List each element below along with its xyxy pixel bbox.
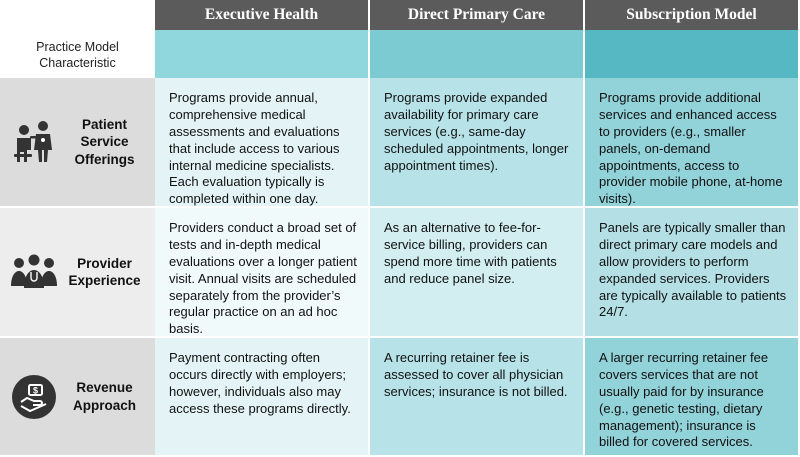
column-header-direct-primary-care: Direct Primary Care bbox=[370, 0, 585, 30]
cell-subscription-model-provider-experience: Panels are typically smaller than direct primary care models and allow providers to perform expanded services. Providers are typically available to patients 24/7. bbox=[585, 208, 800, 338]
cell-subscription-model-revenue-approach: A larger recurring retainer fee covers services that are not usually paid for by insurance (e.g., genetic testing, dietary management); insurance is billed for covered services. bbox=[585, 338, 800, 457]
corner-cell bbox=[0, 0, 155, 30]
medical-team-icon bbox=[8, 246, 60, 298]
row-title: Patient Service Offerings bbox=[74, 117, 135, 167]
color-band-subscription-model bbox=[585, 30, 800, 78]
cell-executive-health-patient-service: Programs provide annual, comprehensive medical assessments and evaluations that include access to various internal medicine specialists. Each evaluation typically is completed within one day. bbox=[155, 78, 370, 208]
cell-executive-health-provider-experience: Providers conduct a broad set of tests and in-depth medical evaluations over a longer patient visit. Annual visits are scheduled separately from the provider’s regular practice on an ad hoc basis. bbox=[155, 208, 370, 338]
row-header-revenue-approach bbox=[0, 338, 155, 457]
color-band-direct-primary-care bbox=[370, 30, 585, 78]
dollar-hand-icon bbox=[8, 371, 60, 423]
characteristic-label: Practice Model Characteristic bbox=[36, 39, 119, 70]
cell-subscription-model-patient-service: Programs provide additional services and enhanced access to providers (e.g., smaller panels, on-demand appointments, access to provider mobile phone, at-home visits). bbox=[585, 78, 800, 208]
doctor-patient-icon bbox=[8, 116, 60, 168]
row-header-patient-service-offerings bbox=[0, 78, 155, 208]
row-header-provider-experience bbox=[0, 208, 155, 338]
color-band-executive-health bbox=[155, 30, 370, 78]
column-header-executive-health: Executive Health bbox=[155, 0, 370, 30]
svg-text:$: $ bbox=[32, 385, 39, 395]
row-title: Provider Experience bbox=[68, 255, 141, 288]
cell-direct-primary-care-revenue-approach: A recurring retainer fee is assessed to cover all physician services; insurance is not billed. bbox=[370, 338, 585, 457]
cell-executive-health-revenue-approach: Payment contracting often occurs directly with employers; however, individuals also may access these programs directly. bbox=[155, 338, 370, 457]
cell-direct-primary-care-provider-experience: As an alternative to fee-for-service billing, providers can spend more time with patients and reduce panel size. bbox=[370, 208, 585, 338]
cell-direct-primary-care-patient-service: Programs provide expanded availability for primary care services (e.g., same-day scheduled appointments, longer appointment times). bbox=[370, 78, 585, 208]
column-header-subscription-model: Subscription Model bbox=[585, 0, 800, 30]
row-title: Revenue Approach bbox=[72, 380, 136, 413]
